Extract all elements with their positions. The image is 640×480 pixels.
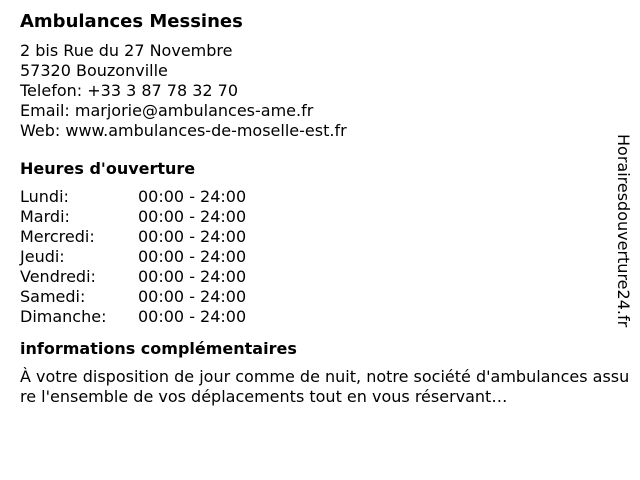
hours-time: 00:00 - 24:00 (138, 247, 247, 266)
hours-day: Dimanche: (20, 307, 107, 326)
hours-day: Mardi: (20, 207, 70, 226)
email-line[interactable]: Email: marjorie@ambulances-ame.fr (20, 101, 314, 120)
hours-time: 00:00 - 24:00 (138, 287, 247, 306)
hours-time: 00:00 - 24:00 (138, 227, 247, 246)
web-line[interactable]: Web: www.ambulances-de-moselle-est.fr (20, 121, 347, 140)
address-street: 2 bis Rue du 27 Novembre (20, 41, 233, 60)
hours-day: Vendredi: (20, 267, 96, 286)
hours-row-friday (20, 267, 620, 287)
contact-block (20, 41, 620, 141)
hours-time: 00:00 - 24:00 (138, 267, 247, 286)
hours-heading: Heures d'ouverture (20, 159, 196, 178)
business-name: Ambulances Messines (20, 11, 243, 32)
hours-day: Samedi: (20, 287, 86, 306)
brand-watermark: Horairesdouverture24.fr (614, 134, 633, 328)
hours-time: 00:00 - 24:00 (138, 307, 247, 326)
hours-day: Mercredi: (20, 227, 95, 246)
hours-day: Lundi: (20, 187, 69, 206)
info-description: À votre disposition de jour comme de nuit, notre société d'ambulances assure l'ensemble de vos déplacements tout en vous réservant… (20, 367, 630, 406)
hours-row-thursday (20, 247, 620, 267)
phone-line[interactable]: Telefon: +33 3 87 78 32 70 (20, 81, 239, 100)
hours-list (20, 187, 620, 327)
hours-day: Jeudi: (20, 247, 65, 266)
hours-time: 00:00 - 24:00 (138, 207, 247, 226)
hours-row-saturday (20, 287, 620, 307)
hours-time: 00:00 - 24:00 (138, 187, 247, 206)
address-city: 57320 Bouzonville (20, 61, 168, 80)
info-heading: informations complémentaires (20, 339, 297, 358)
hours-row-tuesday (20, 207, 620, 227)
hours-row-monday (20, 187, 620, 207)
hours-row-sunday (20, 307, 620, 327)
hours-row-wednesday (20, 227, 620, 247)
